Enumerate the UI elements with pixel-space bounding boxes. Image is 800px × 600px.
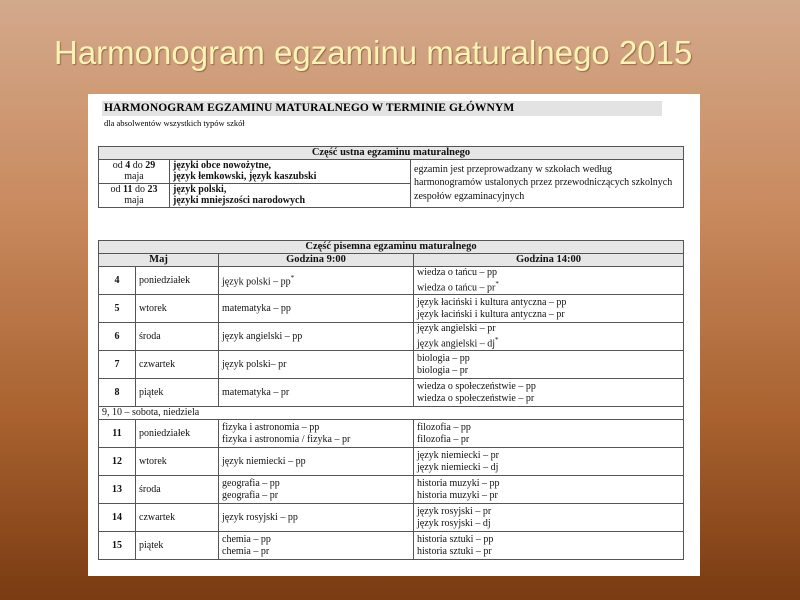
afternoon-subjects bbox=[414, 532, 684, 560]
exam-day: 5 bbox=[99, 295, 136, 323]
afternoon-subjects bbox=[414, 504, 684, 532]
morning-subjects bbox=[219, 295, 414, 323]
subject-entry: język polski– pr bbox=[222, 358, 287, 370]
oral-exam-title: Część ustna egzaminu maturalnego bbox=[99, 147, 684, 160]
table-row bbox=[99, 267, 684, 295]
exam-weekday: wtorek bbox=[136, 448, 219, 476]
morning-subjects bbox=[219, 476, 414, 504]
afternoon-subjects bbox=[414, 379, 684, 407]
oral-date: od 11 do 23 maja bbox=[99, 183, 170, 207]
schedule-document bbox=[88, 94, 700, 576]
exam-weekday: wtorek bbox=[136, 295, 219, 323]
exam-day: 4 bbox=[99, 267, 136, 295]
exam-weekday: środa bbox=[136, 323, 219, 351]
oral-note: egzamin jest przeprowadzany w szkołach według harmonogramów ustalonych przez przewodniczących szkolnych zespołów egzaminacyjnych bbox=[411, 159, 684, 207]
exam-day: 13 bbox=[99, 476, 136, 504]
subject-entry: język polski – pp* bbox=[222, 274, 295, 288]
table-row bbox=[99, 379, 684, 407]
morning-subjects bbox=[219, 379, 414, 407]
morning-subjects bbox=[219, 267, 414, 295]
document-subheading: dla absolwentów wszystkich typów szkół bbox=[104, 118, 245, 128]
column-month: Maj bbox=[99, 254, 219, 267]
subject-entry: geografia – pr bbox=[222, 489, 279, 501]
subject-entry: język rosyjski – pr bbox=[417, 506, 492, 517]
afternoon-subjects bbox=[414, 351, 684, 379]
column-9am: Godzina 9:00 bbox=[219, 254, 414, 267]
oral-subjects: język polski, języki mniejszości narodowych bbox=[170, 183, 411, 207]
subject-entry: wiedza o społeczeństwie – pp bbox=[417, 381, 536, 392]
slide-title: Harmonogram egzaminu maturalnego 2015 bbox=[54, 34, 693, 71]
afternoon-subjects bbox=[414, 448, 684, 476]
table-row bbox=[99, 476, 684, 504]
exam-day: 6 bbox=[99, 323, 136, 351]
document-heading: HARMONOGRAM EGZAMINU MATURALNEGO W TERMINIE GŁÓWNYM bbox=[102, 101, 662, 116]
morning-subjects bbox=[219, 420, 414, 448]
exam-day: 12 bbox=[99, 448, 136, 476]
subject-entry: język niemiecki – pr bbox=[417, 450, 499, 461]
subject-entry: wiedza o tańcu – pr* bbox=[417, 279, 499, 294]
subject-entry: geografia – pp bbox=[222, 478, 280, 489]
afternoon-subjects bbox=[414, 295, 684, 323]
subject-entry: język angielski – dj* bbox=[417, 335, 499, 350]
afternoon-subjects bbox=[414, 420, 684, 448]
oral-row bbox=[99, 159, 684, 183]
exam-day: 14 bbox=[99, 504, 136, 532]
subject-entry: matematyka – pp bbox=[222, 302, 291, 314]
subject-entry: język angielski – pp bbox=[222, 330, 303, 342]
subject-entry: język łaciński i kultura antyczna – pr bbox=[417, 308, 565, 320]
subject-entry: fizyka i astronomia / fizyka – pr bbox=[222, 433, 351, 445]
table-row bbox=[99, 323, 684, 351]
exam-day: 11 bbox=[99, 420, 136, 448]
oral-subjects: języki obce nowożytne, język łemkowski, język kaszubski bbox=[170, 159, 411, 183]
subject-entry: język rosyjski – pp bbox=[222, 511, 298, 523]
exam-weekday: piątek bbox=[136, 532, 219, 560]
table-row bbox=[99, 448, 684, 476]
weekend-note: 9, 10 – sobota, niedziela bbox=[99, 407, 684, 420]
table-row bbox=[99, 532, 684, 560]
exam-weekday: piątek bbox=[136, 379, 219, 407]
afternoon-subjects bbox=[414, 267, 684, 295]
subject-entry: fizyka i astronomia – pp bbox=[222, 422, 320, 433]
afternoon-subjects bbox=[414, 323, 684, 351]
subject-entry: historia muzyki – pp bbox=[417, 478, 500, 489]
morning-subjects bbox=[219, 504, 414, 532]
column-2pm: Godzina 14:00 bbox=[414, 254, 684, 267]
morning-subjects bbox=[219, 351, 414, 379]
morning-subjects bbox=[219, 448, 414, 476]
written-exam-rows bbox=[99, 267, 684, 560]
written-exam-title: Część pisemna egzaminu maturalnego bbox=[99, 241, 684, 254]
subject-entry: chemia – pr bbox=[222, 545, 270, 557]
exam-weekday: czwartek bbox=[136, 351, 219, 379]
subject-entry: język łaciński i kultura antyczna – pp bbox=[417, 297, 567, 308]
subject-entry: język niemiecki – dj bbox=[417, 461, 499, 473]
subject-entry: matematyka – pr bbox=[222, 386, 290, 398]
morning-subjects bbox=[219, 532, 414, 560]
oral-date: od 4 do 29 maja bbox=[99, 159, 170, 183]
subject-entry: filozofia – pp bbox=[417, 422, 471, 433]
subject-entry: filozofia – pr bbox=[417, 433, 470, 445]
subject-entry: język niemiecki – pp bbox=[222, 455, 306, 467]
exam-weekday: poniedziałek bbox=[136, 267, 219, 295]
exam-weekday: poniedziałek bbox=[136, 420, 219, 448]
table-row bbox=[99, 351, 684, 379]
subject-entry: chemia – pp bbox=[222, 534, 271, 545]
subject-entry: wiedza o społeczeństwie – pr bbox=[417, 392, 535, 404]
subject-entry: historia sztuki – pr bbox=[417, 545, 492, 557]
subject-entry: język rosyjski – dj bbox=[417, 517, 491, 529]
exam-weekday: czwartek bbox=[136, 504, 219, 532]
exam-weekday: środa bbox=[136, 476, 219, 504]
exam-day: 8 bbox=[99, 379, 136, 407]
oral-exam-table bbox=[98, 146, 684, 208]
exam-day: 15 bbox=[99, 532, 136, 560]
subject-entry: historia sztuki – pp bbox=[417, 534, 494, 545]
table-row bbox=[99, 420, 684, 448]
weekend-row bbox=[99, 407, 684, 420]
table-row bbox=[99, 295, 684, 323]
subject-entry: historia muzyki – pr bbox=[417, 489, 498, 501]
subject-entry: język angielski – pr bbox=[417, 323, 496, 335]
exam-day: 7 bbox=[99, 351, 136, 379]
subject-entry: biologia – pr bbox=[417, 364, 469, 376]
written-exam-table bbox=[98, 240, 684, 560]
subject-entry: biologia – pp bbox=[417, 353, 470, 364]
table-row bbox=[99, 504, 684, 532]
subject-entry: wiedza o tańcu – pp bbox=[417, 267, 497, 279]
morning-subjects bbox=[219, 323, 414, 351]
afternoon-subjects bbox=[414, 476, 684, 504]
